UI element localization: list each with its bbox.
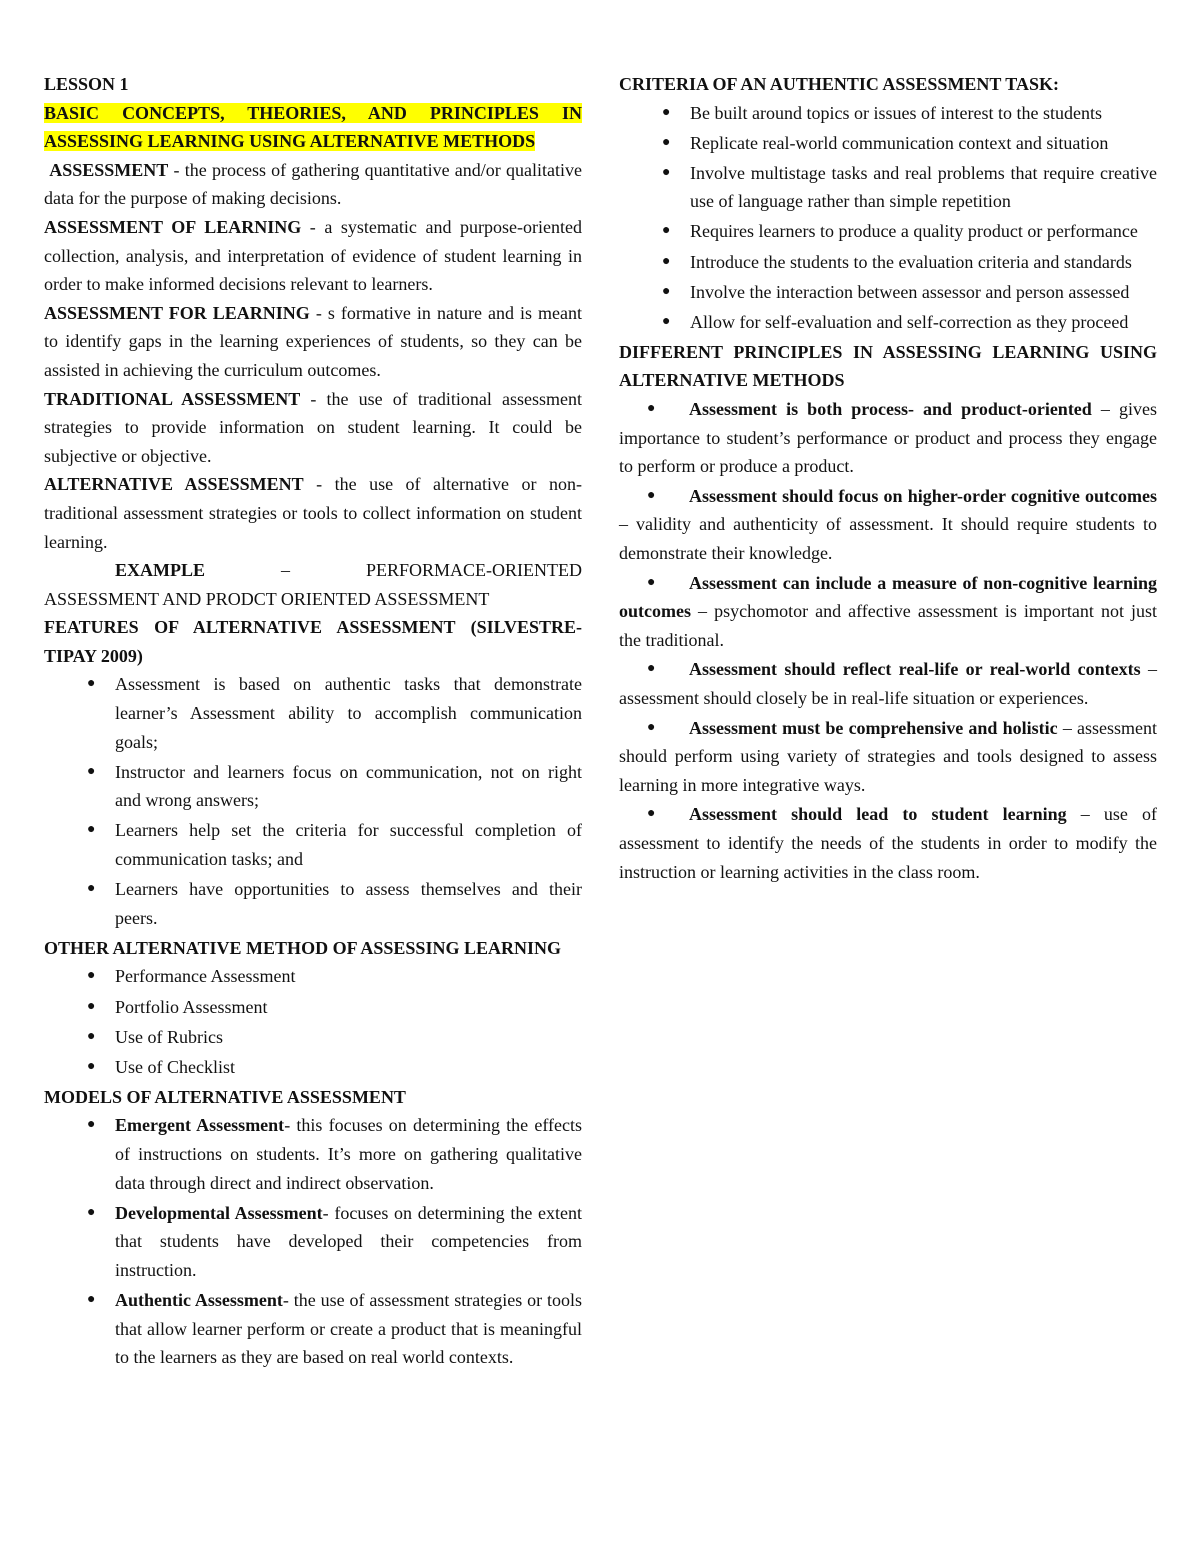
list-item-text: Involve the interaction between assessor and person assessed [690, 281, 1130, 302]
list-item [619, 714, 1157, 800]
list-item-text: Introduce the students to the evaluation criteria and standards [690, 251, 1132, 272]
principle-text: – use of assessment to identify the needs of the students in order to modify the instruction or learning activities in the class room. [619, 804, 1158, 882]
bullet-icon: ● [647, 661, 656, 677]
list-item-text: Use of Checklist [115, 1056, 235, 1077]
other-methods-list [44, 962, 582, 1081]
principle-term: Assessment must be comprehensive and holistic [689, 717, 1058, 738]
criteria-heading: CRITERIA OF AN AUTHENTIC ASSESSMENT TASK: [619, 74, 1059, 94]
list-item-text: Use of Rubrics [115, 1026, 223, 1047]
list-item-text: Learners help set the criteria for successful completion of communication tasks; and [115, 820, 582, 870]
model-term: Emergent Assessment [115, 1115, 285, 1136]
list-item [44, 962, 582, 991]
list-item-text: Instructor and learners focus on communication, not on right and wrong answers; [115, 761, 582, 811]
definition-assessment-for-learning [44, 299, 582, 385]
principle-text: – assessment should closely be in real-life situation or experiences. [619, 659, 1157, 708]
list-item [619, 482, 1157, 568]
list-item [44, 993, 582, 1022]
other-methods-heading: OTHER ALTERNATIVE METHOD OF ASSESSING LEARNING [44, 937, 561, 958]
bullet-icon: ● [647, 806, 656, 822]
model-term: Developmental Assessment [115, 1202, 323, 1223]
definition-assessment-of-learning [44, 213, 582, 299]
list-item [619, 569, 1157, 655]
list-item [44, 758, 582, 815]
list-item [619, 655, 1157, 712]
list-item [619, 800, 1157, 886]
bullet-icon: ● [662, 253, 671, 269]
list-item [44, 1023, 582, 1052]
bullet-icon: ● [87, 1028, 96, 1044]
list-item-text: Assessment is based on authentic tasks that demonstrate learner’s Assessment ability to accomplish communication goals; [115, 674, 582, 752]
definition-text: - s formative in nature and is meant to identify gaps in the learning experiences of students, so they can be assisted in achieving the curriculum outcomes. [44, 302, 583, 380]
definition-alternative-assessment [44, 470, 582, 556]
criteria-list [619, 99, 1157, 337]
list-item-text: Be built around topics or issues of interest to the students [690, 102, 1102, 123]
list-item [44, 1199, 582, 1285]
definition-text: - the use of alternative or non-traditional assessment strategies or tools to collect information on student learning. [44, 474, 582, 552]
definition-traditional-assessment [44, 385, 582, 471]
bullet-icon: ● [662, 313, 671, 329]
principle-term: Assessment should lead to student learning [689, 804, 1067, 825]
bullet-icon: ● [647, 401, 656, 417]
bullet-icon: ● [87, 763, 96, 779]
list-item [619, 99, 1157, 128]
definition-term: ASSESSMENT OF LEARNING [44, 216, 302, 237]
main-title [44, 99, 582, 156]
list-item [44, 670, 582, 756]
principle-term: Assessment should reflect real-life or real-world contexts [689, 659, 1141, 680]
features-heading: FEATURES OF ALTERNATIVE ASSESSMENT (SILVESTRE-TIPAY 2009) [44, 617, 582, 666]
bullet-icon: ● [87, 998, 96, 1014]
definition-text: - the process of gathering quantitative and/or qualitative data for the purpose of making decisions. [44, 159, 582, 209]
example-type-1: PERFORMACE-ORIENTED [366, 560, 583, 581]
left-column [44, 70, 582, 1373]
right-column [619, 70, 1157, 887]
bullet-icon: ● [662, 164, 671, 180]
bullet-icon: ● [87, 1058, 96, 1074]
model-text: - focuses on determining the extent that students have developed their competencies from instruction. [115, 1202, 582, 1280]
bullet-icon: ● [87, 881, 96, 897]
principle-term: Assessment is both process- and product-oriented [689, 399, 1092, 420]
principle-text: – assessment should perform using variety of strategies and tools designed to assess learning in more integrative ways. [619, 717, 1157, 795]
definition-assessment [44, 156, 582, 213]
principles-heading: DIFFERENT PRINCIPLES IN ASSESSING LEARNING USING ALTERNATIVE METHODS [619, 341, 1157, 391]
definition-term: TRADITIONAL ASSESSMENT [44, 388, 301, 409]
bullet-icon: ● [87, 968, 96, 984]
list-item [44, 1111, 582, 1197]
bullet-icon: ● [87, 676, 96, 692]
main-title-text: BASIC CONCEPTS, THEORIES, AND PRINCIPLES IN ASSESSING LEARNING USING ALTERNATIVE METHODS [44, 102, 582, 152]
lesson-number: LESSON 1 [44, 74, 129, 94]
principle-text: – gives importance to student’s performance or product and process they engage to perform or produce a product. [619, 399, 1157, 477]
list-item-text: Performance Assessment [115, 966, 296, 987]
principles-list [619, 395, 1157, 886]
list-item-text: Allow for self-evaluation and self-correction as they proceed [690, 311, 1129, 332]
principle-term: Assessment should focus on higher-order cognitive outcomes [689, 485, 1157, 506]
list-item [619, 308, 1157, 337]
list-item [619, 248, 1157, 277]
definition-term: ASSESSMENT [49, 159, 169, 180]
list-item-text: Learners have opportunities to assess themselves and their peers. [115, 879, 582, 928]
principle-text: – validity and authenticity of assessment. It should require students to demonstrate their knowledge. [619, 514, 1157, 563]
list-item [44, 875, 582, 932]
features-list [44, 670, 582, 932]
list-item [44, 1286, 582, 1372]
list-item [619, 278, 1157, 307]
example-label: EXAMPLE [115, 560, 205, 581]
bullet-icon: ● [647, 574, 656, 590]
bullet-icon: ● [662, 223, 671, 239]
principle-term: Assessment can include a measure of non-cognitive learning outcomes [619, 572, 1157, 622]
model-term: Authentic Assessment [115, 1289, 283, 1310]
list-item [44, 1053, 582, 1082]
model-text: - this focuses on determining the effects of instructions on students. It’s more on gathering qualitative data through direct and indirect observation. [115, 1115, 582, 1193]
definition-text: - the use of traditional assessment strategies to provide information on student learning. It could be subjective or objective. [44, 388, 582, 466]
bullet-icon: ● [647, 487, 656, 503]
bullet-icon: ● [87, 1117, 96, 1133]
list-item [44, 816, 582, 873]
bullet-icon: ● [87, 1291, 96, 1307]
bullet-icon: ● [662, 104, 671, 120]
list-item-text: Requires learners to produce a quality product or performance [690, 221, 1138, 242]
bullet-icon: ● [662, 134, 671, 150]
example-line-1 [44, 556, 582, 585]
model-text: - the use of assessment strategies or tools that allow learner perform or create a product that is meaningful to the learners as they are based on real world contexts. [115, 1289, 582, 1368]
bullet-icon: ● [662, 283, 671, 299]
definition-text: - a systematic and purpose-oriented collection, analysis, and interpretation of evidence of student learning in order to make informed decisions relevant to learners. [44, 216, 582, 295]
example-dash: – [281, 560, 290, 581]
list-item-text: Portfolio Assessment [115, 996, 268, 1017]
list-item [619, 129, 1157, 158]
models-list [44, 1111, 582, 1371]
definition-term: ASSESSMENT FOR LEARNING [44, 302, 310, 323]
example-line-2: ASSESSMENT AND PRODCT ORIENTED ASSESSMENT [44, 588, 490, 609]
definition-term: ALTERNATIVE ASSESSMENT [44, 474, 304, 495]
list-item-text: Involve multistage tasks and real problems that require creative use of language rather than simple repetition [690, 162, 1157, 212]
principle-text: – psychomotor and affective assessment is important not just the traditional. [619, 601, 1157, 650]
models-heading: MODELS OF ALTERNATIVE ASSESSMENT [44, 1086, 406, 1107]
list-item [619, 159, 1157, 216]
list-item [619, 395, 1157, 481]
list-item [619, 217, 1157, 246]
bullet-icon: ● [87, 822, 96, 838]
bullet-icon: ● [87, 1204, 96, 1220]
bullet-icon: ● [647, 719, 656, 735]
list-item-text: Replicate real-world communication context and situation [690, 132, 1109, 153]
